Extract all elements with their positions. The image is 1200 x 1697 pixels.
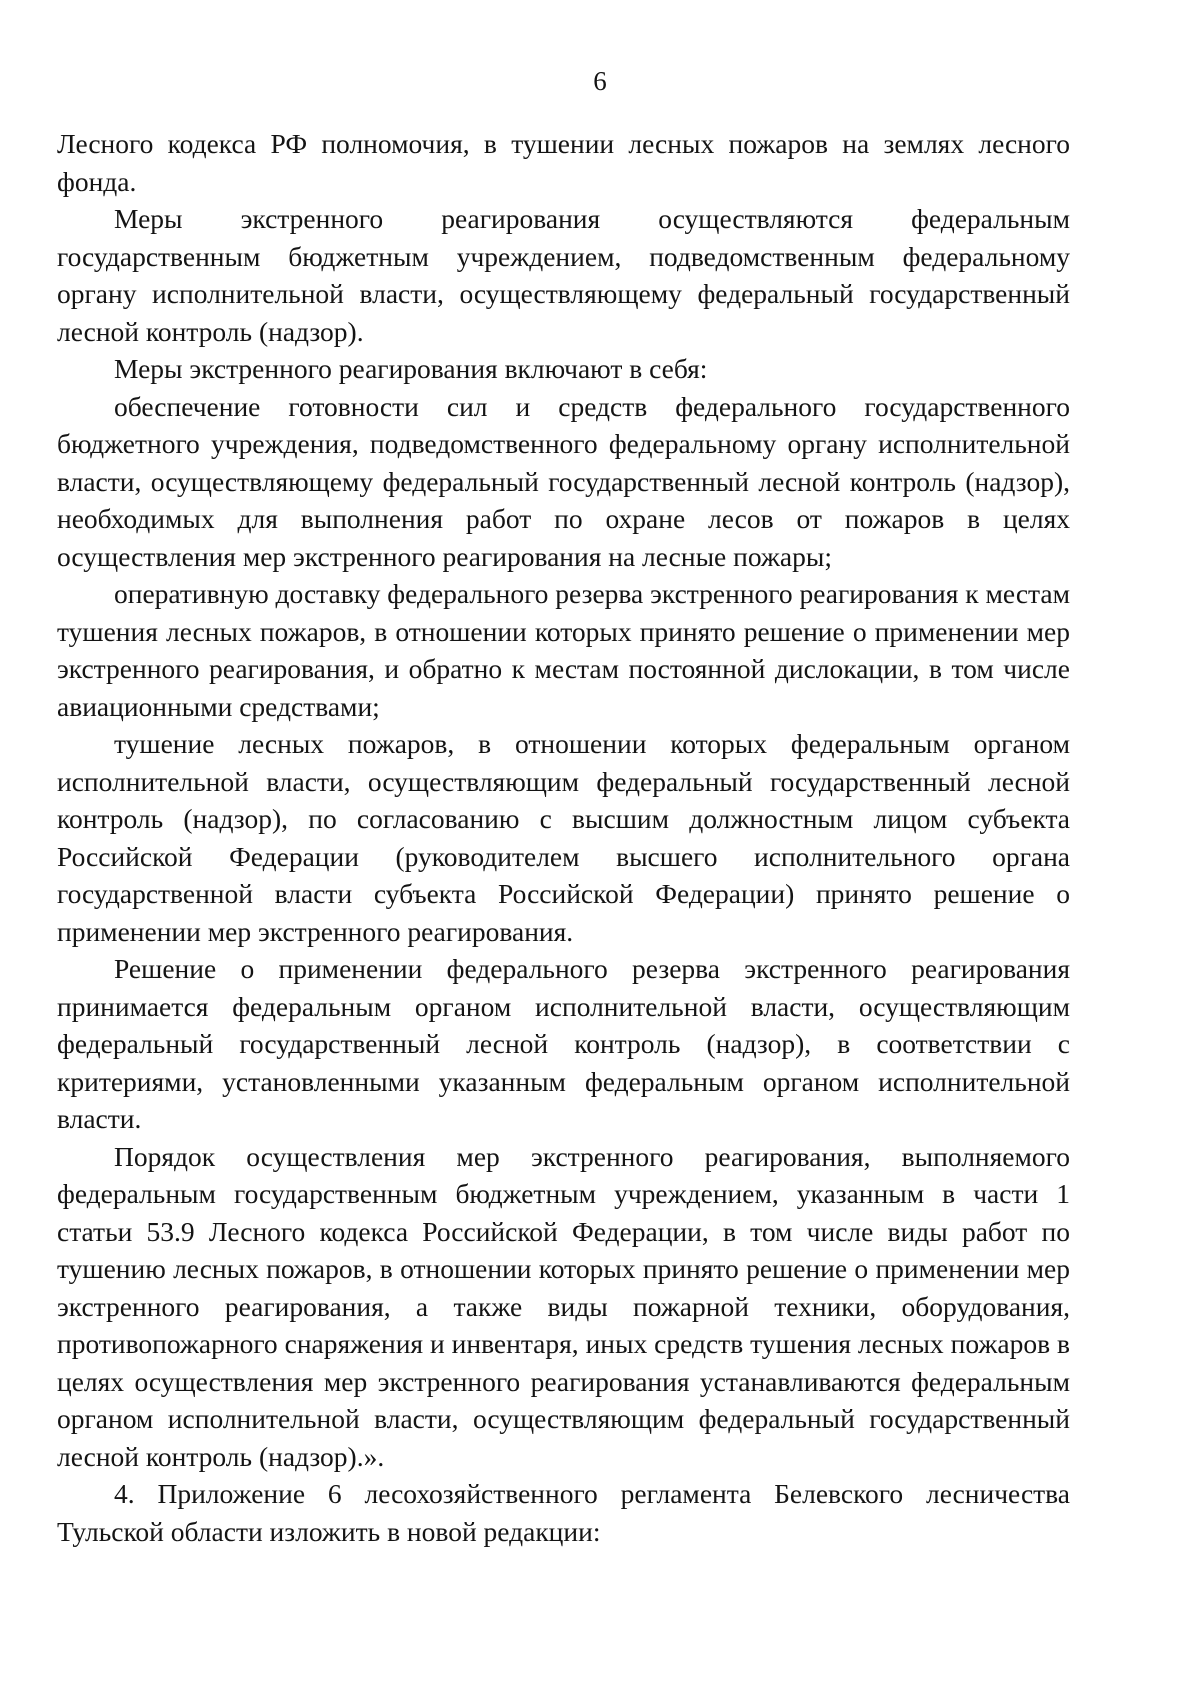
paragraph-decision: Решение о применении федерального резерва экстренного реагирования принимается федеральным органом исполнительной власти, осуществляющим федеральный государственный лесной контроль (надзор), в соответствии с критериями, установленными указанным федеральным органом исполнительной власти. <box>57 953 1070 1134</box>
page-number: 6 <box>593 66 607 96</box>
paragraph-emergency-measures-executor: Меры экстренного реагирования осуществляются федеральным государственным бюджетным учреждением, подведомственным федеральному органу исполнительной власти, осуществляющему федеральный государственный лесной контроль (надзор). <box>57 203 1070 347</box>
paragraph-readiness: обеспечение готовности сил и средств федерального государственного бюджетного учреждения, подведомственного федеральному органу исполнительной власти, осуществляющему федеральный государственный лесной контроль (надзор), необходимых для выполнения работ по охране лесов от пожаров в целях осуществления мер экстренного реагирования на лесные пожары; <box>57 390 1070 572</box>
paragraph-continuation: Лесного кодекса РФ полномочия, в тушении лесных пожаров на землях лесного фонда. <box>57 128 1070 197</box>
paragraph-extinguishing: тушение лесных пожаров, в отношении которых федеральным органом исполнительной власти, осуществляющим федеральный государственный лесной контроль (надзор), по согласованию с высшим должностным лицом субъекта Российской Федерации (руководителем высшего исполнительного органа государственной власти субъекта Российской Федерации) принято решение о применении мер экстренного реагирования. <box>57 728 1070 947</box>
paragraph-appendix-4: 4. Приложение 6 лесохозяйственного регламента Белевского лесничества Тульской области изложить в новой редакции: <box>57 1478 1070 1547</box>
paragraph-measures-include: Меры экстренного реагирования включают в себя: <box>114 353 708 384</box>
paragraph-delivery: оперативную доставку федерального резерва экстренного реагирования к местам тушения лесных пожаров, в отношении которых принято решение о применении мер экстренного реагирования, и обратно к местам постоянной дислокации, в том числе авиационными средствами; <box>57 578 1070 722</box>
paragraph-procedure: Порядок осуществления мер экстренного реагирования, выполняемого федеральным государственным бюджетным учреждением, указанным в части 1 статьи 53.9 Лесного кодекса Российской Федерации, в том числе виды работ по тушению лесных пожаров, в отношении которых принято решение о применении мер экстренного реагирования, а также виды пожарной техники, оборудования, противопожарного снаряжения и инвентаря, иных средств тушения лесных пожаров в целях осуществления мер экстренного реагирования устанавливаются федеральным органом исполнительной власти, осуществляющим федеральный государственный лесной контроль (надзор).». <box>57 1140 1070 1472</box>
document-body <box>57 125 1070 1550</box>
